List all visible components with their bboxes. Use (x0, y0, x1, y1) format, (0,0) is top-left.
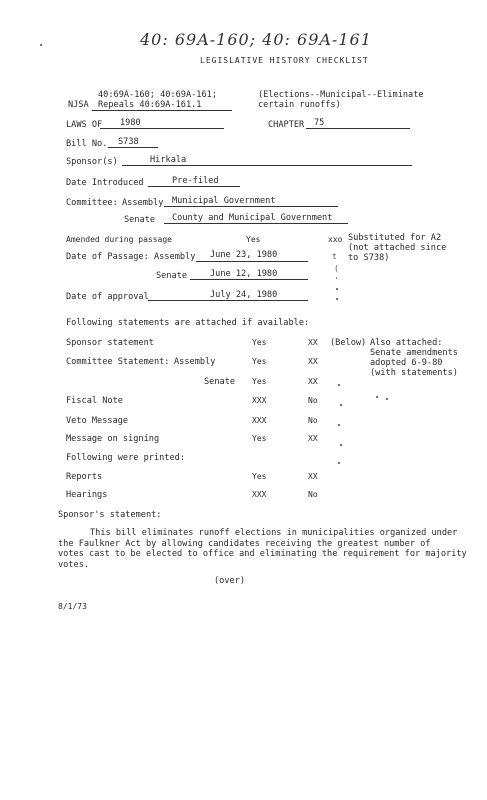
stray-mark (40, 44, 42, 46)
laws-of-value: 1980 (120, 118, 141, 128)
committee-statement-assembly-label: Assembly (174, 357, 216, 367)
reports-label: Reports (66, 472, 103, 482)
statement-line: votes. (58, 559, 90, 570)
committee-senate-underline (164, 223, 348, 224)
hearings-yes: XXX (252, 490, 267, 499)
sponsor-underline (122, 165, 412, 166)
committee-statement-yes: Yes (252, 357, 267, 366)
reports-no: XX (308, 472, 318, 481)
committee-statement-no: XX (308, 357, 318, 366)
substituted-note-1: Substituted for A2 (348, 233, 442, 243)
amended-label: Amended during passage (66, 235, 172, 244)
passage-assembly-value: June 23, 1980 (210, 250, 278, 260)
page-title: LEGISLATIVE HISTORY CHECKLIST (200, 56, 369, 65)
njsa-underline (92, 110, 232, 111)
sponsor-value: Hirkala (150, 155, 187, 165)
over-note: (over) (214, 576, 246, 586)
committee-senate-value: County and Municipal Government (172, 213, 333, 223)
margin-dot (336, 298, 338, 300)
committee-senate-statement-yes: Yes (252, 377, 267, 386)
margin-dot (336, 288, 338, 290)
date-introduced-underline (148, 186, 240, 187)
sponsor-statement-yes: Yes (252, 338, 267, 347)
margin-dot (338, 462, 340, 464)
sponsor-label: Sponsor(s) (66, 157, 118, 167)
margin-mark: ' (334, 276, 339, 285)
njsa-line2: Repeals 40:69A-161.1 (98, 100, 202, 110)
margin-dot (338, 424, 340, 426)
committee-senate-label: Senate (124, 215, 156, 225)
njsa-subject-line2: certain runoffs) (258, 100, 341, 110)
margin-dot (338, 384, 340, 386)
committee-assembly-value: Municipal Government (172, 196, 276, 206)
fiscal-note-label: Fiscal Note (66, 396, 123, 406)
also-attached-4: (with statements) (370, 368, 458, 378)
chapter-underline (306, 128, 410, 129)
also-attached-1: Also attached: (370, 338, 443, 348)
date-introduced-value: Pre-filed (172, 176, 219, 186)
also-attached-3: adopted 6-9-80 (370, 358, 443, 368)
passage-senate-underline (190, 279, 308, 280)
laws-of-underline (100, 128, 224, 129)
bill-no-value: S738 (118, 137, 139, 147)
message-on-signing-no: XX (308, 434, 318, 443)
margin-mark: ( (334, 264, 339, 273)
passage-label: Date of Passage: (66, 252, 149, 262)
reports-yes: Yes (252, 472, 267, 481)
amended-no: xxo (328, 235, 343, 244)
passage-assembly-underline (196, 261, 308, 262)
margin-dot (340, 404, 342, 406)
passage-senate-label: Senate (156, 271, 188, 281)
hearings-no: No (308, 490, 318, 499)
fiscal-note-yes: XXX (252, 396, 267, 405)
sponsor-statement-no: XX (308, 338, 318, 347)
sponsor-statement-label: Sponsor statement (66, 338, 154, 348)
laws-of-label: LAWS OF (66, 120, 103, 130)
approval-value: July 24, 1980 (210, 290, 278, 300)
statement-line: This bill eliminates runoff elections in municipalities organized under (90, 528, 458, 538)
substituted-note-3: to S738) (348, 253, 390, 263)
margin-mark: t (332, 252, 337, 261)
bill-no-label: Bill No. (66, 139, 108, 149)
printed-heading: Following were printed: (66, 453, 185, 463)
date-introduced-label: Date Introduced (66, 178, 144, 188)
also-attached-2: Senate amendments (370, 348, 458, 358)
statement-line: the Faulkner Act by allowing candidates receiving the greatest number of (58, 538, 431, 549)
amended-yes: Yes (246, 235, 261, 244)
chapter-label: CHAPTER (268, 120, 305, 130)
attached-heading: Following statements are attached if available: (66, 318, 310, 328)
committee-senate-statement-no: XX (308, 377, 318, 386)
margin-dot (376, 396, 378, 398)
committee-assembly-label: Assembly (122, 198, 164, 208)
statement-line: votes cast to be elected to office and eliminating the requirement for majority (58, 549, 467, 559)
committee-assembly-underline (164, 206, 338, 207)
fiscal-note-no: No (308, 396, 318, 405)
approval-label: Date of approval (66, 292, 149, 302)
veto-message-no: No (308, 416, 318, 425)
sponsor-statement-heading: Sponsor's statement: (58, 510, 162, 520)
chapter-value: 75 (314, 118, 325, 128)
veto-message-yes: XXX (252, 416, 267, 425)
committee-label: Committee: (66, 198, 118, 208)
passage-senate-value: June 12, 1980 (210, 269, 278, 279)
bill-no-underline (108, 147, 158, 148)
margin-dot (340, 444, 342, 446)
substituted-note-2: (not attached since (348, 243, 447, 253)
footer-code: 8/1/73 (58, 602, 87, 611)
njsa-subject-line1: (Elections--Municipal--Eliminate (258, 90, 424, 100)
njsa-line1: 40:69A-160; 40:69A-161; (98, 90, 217, 100)
handwritten-title: 40: 69A-160; 40: 69A-161 (140, 30, 372, 49)
committee-statement-label: Committee Statement: (66, 357, 170, 367)
njsa-label: NJSA (68, 100, 89, 110)
sponsor-statement-text (58, 528, 467, 570)
veto-message-label: Veto Message (66, 416, 129, 426)
margin-dot (386, 398, 388, 400)
committee-senate-statement-label: Senate (204, 377, 236, 387)
message-on-signing-yes: Yes (252, 434, 267, 443)
hearings-label: Hearings (66, 490, 108, 500)
message-on-signing-label: Message on signing (66, 434, 160, 444)
sponsor-statement-note: (Below) (330, 338, 367, 348)
approval-underline (148, 300, 308, 301)
passage-assembly-label: Assembly (154, 252, 196, 262)
